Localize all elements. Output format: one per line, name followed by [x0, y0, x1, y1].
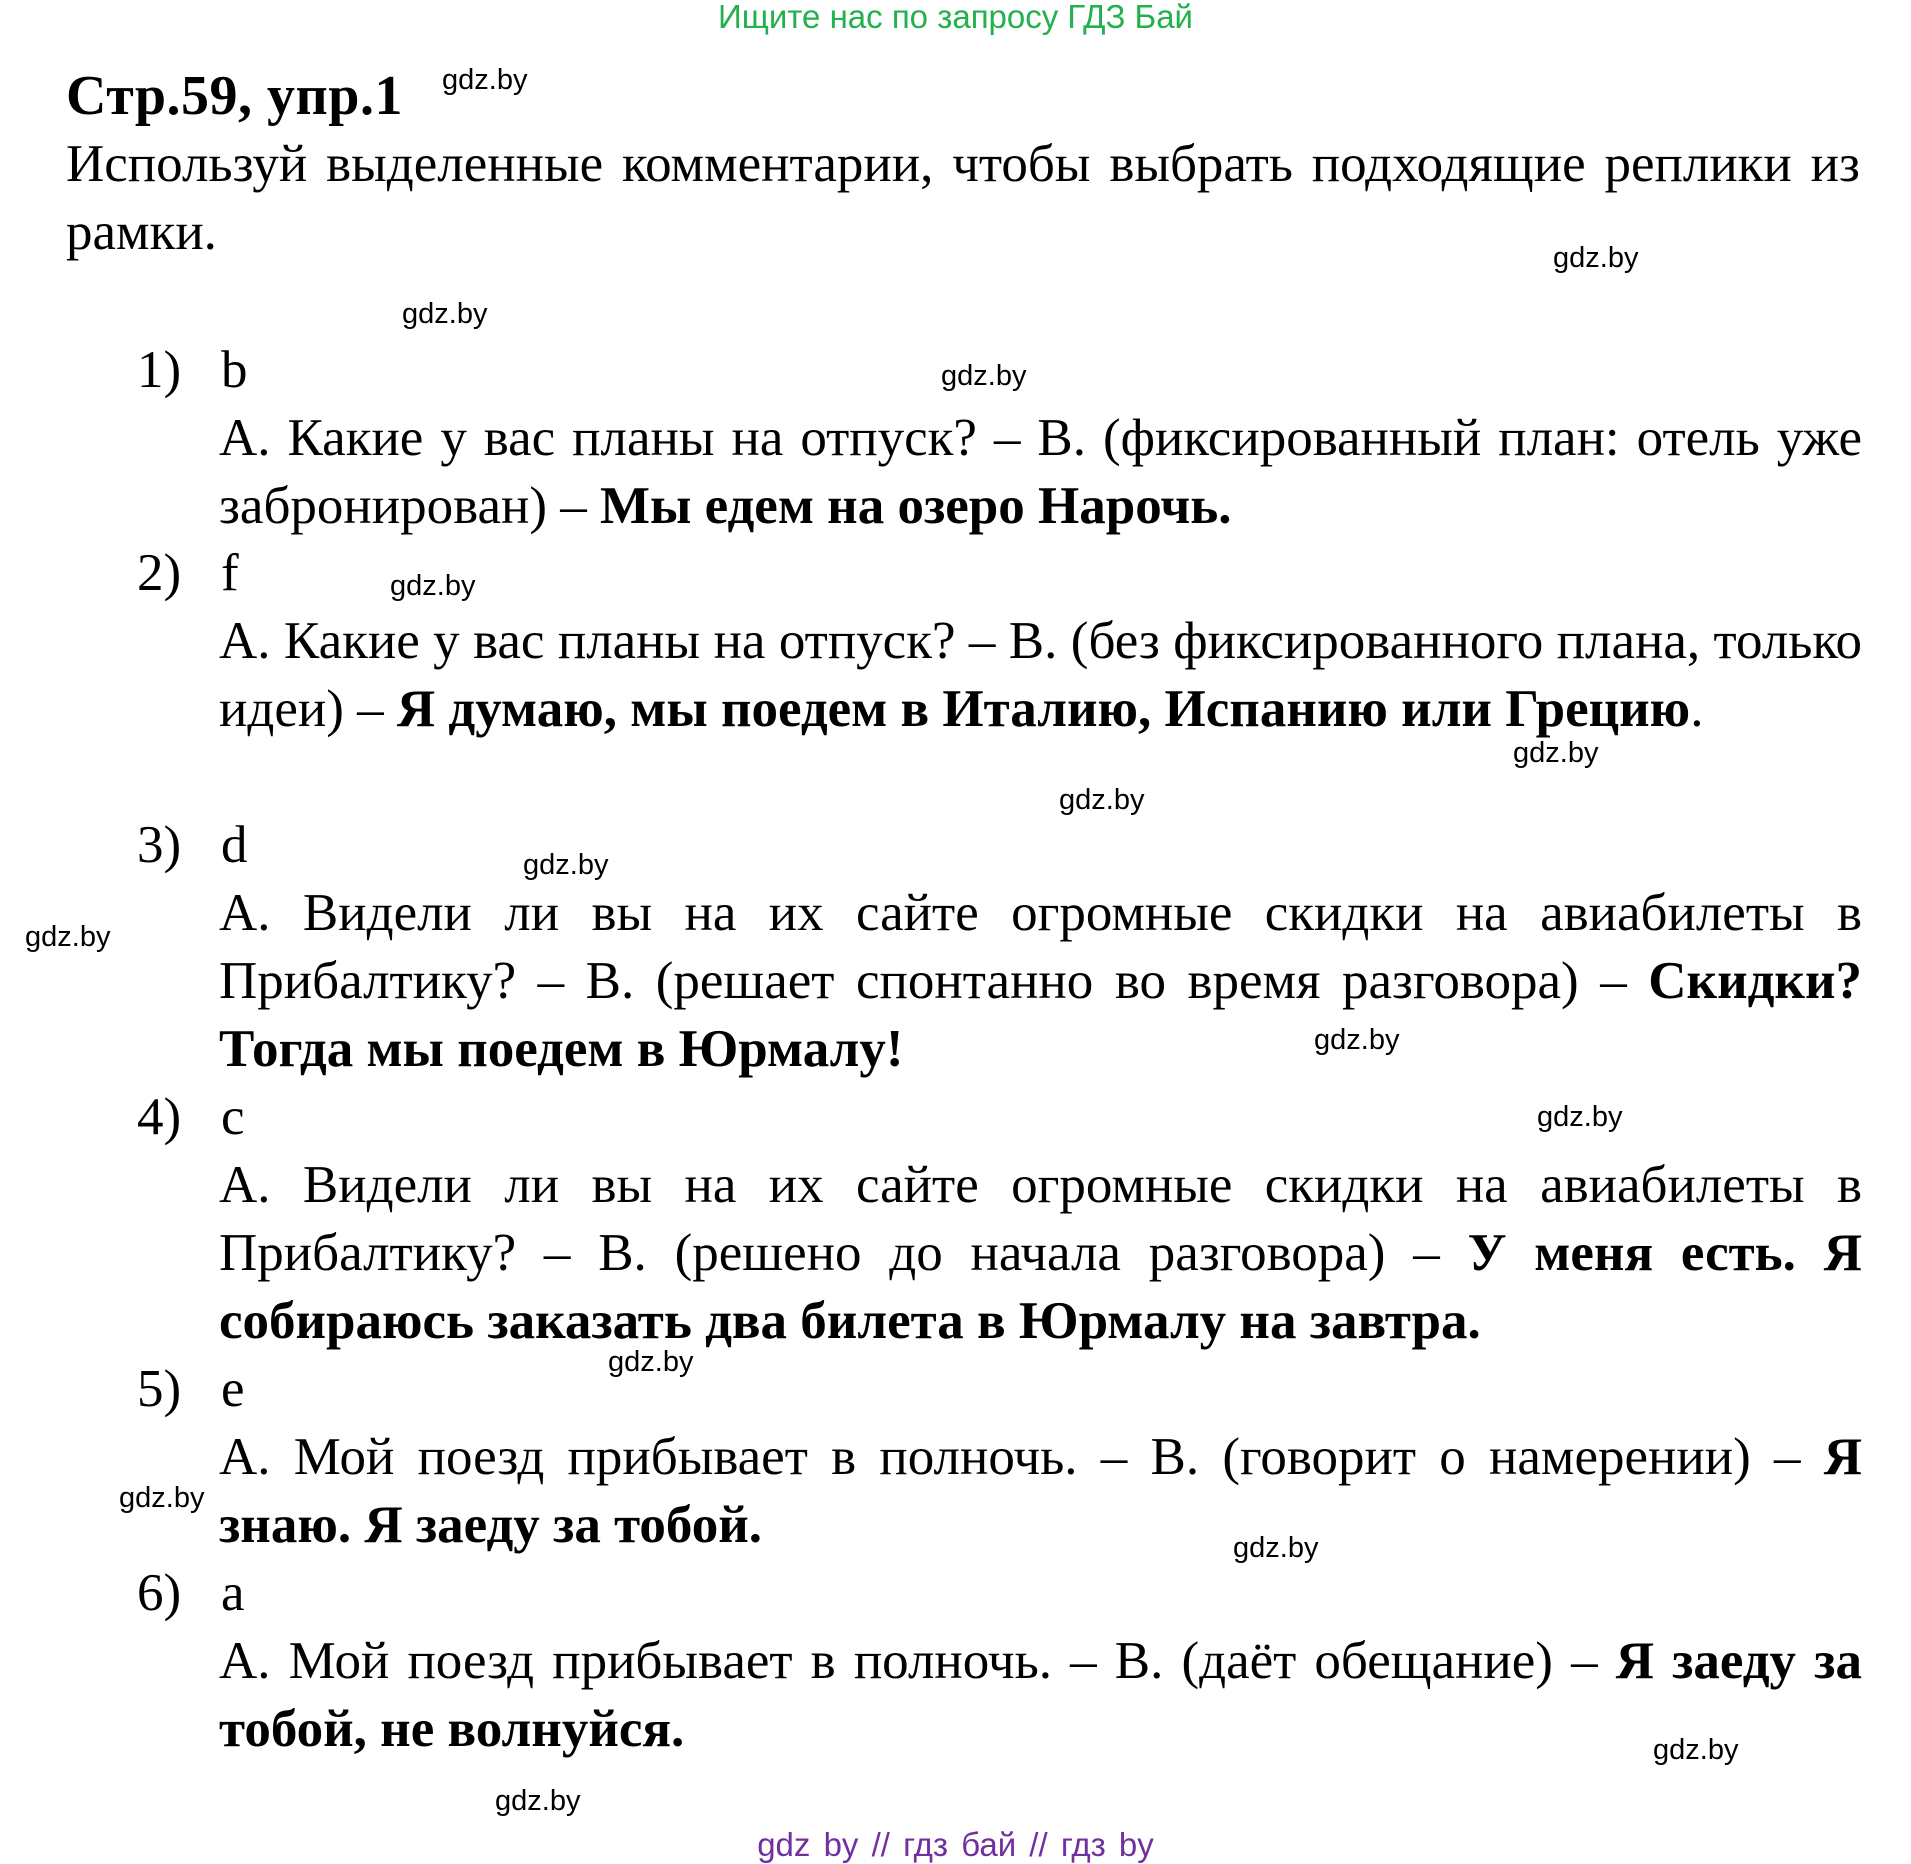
- item-number: 5): [137, 1360, 182, 1418]
- dialogue-answer: Мы едем на озеро Нарочь.: [600, 477, 1232, 535]
- watermark: gdz.by: [1537, 1101, 1623, 1133]
- watermark: gdz.by: [1513, 737, 1599, 769]
- watermark: gdz.by: [523, 849, 609, 881]
- item-dialogue: [219, 1151, 1862, 1355]
- watermark: gdz.by: [941, 360, 1027, 392]
- item-dialogue: [219, 879, 1862, 1083]
- watermark: gdz.by: [402, 298, 488, 330]
- dialogue-answer: Скидки? Тогда мы поедем в Юрмалу!: [219, 952, 1862, 1078]
- item-number: 3): [137, 816, 182, 874]
- dialogue-answer: У меня есть. Я собираюсь заказать два билета в Юрмалу на завтра.: [219, 1224, 1863, 1350]
- watermark: gdz.by: [495, 1785, 581, 1817]
- item-dialogue: [219, 1627, 1862, 1763]
- item-number: 2): [137, 544, 182, 602]
- watermark: gdz.by: [119, 1482, 205, 1514]
- watermark: gdz.by: [25, 921, 111, 953]
- item-answer-letter: f: [221, 544, 239, 602]
- watermark: gdz.by: [608, 1346, 694, 1378]
- item-dialogue: [219, 1423, 1862, 1559]
- item-dialogue: [219, 607, 1862, 743]
- item-answer-letter: e: [221, 1360, 245, 1418]
- watermark: gdz.by: [1059, 784, 1145, 816]
- item-number: 6): [137, 1564, 182, 1622]
- dialogue-answer: Я заеду за тобой, не волнуйся.: [219, 1632, 1862, 1758]
- watermark: gdz.by: [442, 64, 528, 96]
- answer-item-3: [137, 811, 1862, 1083]
- dialogue-answer: Я знаю. Я заеду за тобой.: [219, 1428, 1862, 1554]
- watermark: gdz.by: [1314, 1024, 1400, 1056]
- exercise-title: Стр.59, упр.1: [66, 65, 403, 127]
- top-banner: Ищите нас по запросу ГДЗ Бай: [718, 0, 1193, 35]
- exercise-instruction: Используй выделенные комментарии, чтобы выбрать подходящие реплики из рамки.: [66, 135, 1860, 261]
- answer-item-5: [137, 1355, 1862, 1559]
- dialogue-text: А. Какие у вас планы на отпуск? – В. (без фиксированного плана, только идеи) –: [219, 612, 1862, 738]
- watermark: gdz.by: [390, 570, 476, 602]
- watermark: gdz.by: [1553, 242, 1639, 274]
- dialogue-text: А. Видели ли вы на их сайте огромные скидки на авиабилеты в Прибалтику? – В. (решает спонтанно во время разговора) –: [219, 884, 1862, 1010]
- item-answer-letter: a: [221, 1564, 245, 1622]
- dialogue-text: А. Мой поезд прибывает в полночь. – В. (говорит о намерении) –: [219, 1428, 1824, 1486]
- dialogue-text: А. Какие у вас планы на отпуск? – В. (фиксированный план: отель уже забронирован) –: [219, 409, 1862, 535]
- watermark: gdz.by: [1233, 1532, 1319, 1564]
- dialogue-suffix: .: [1690, 680, 1704, 738]
- dialogue-text: А. Мой поезд прибывает в полночь. – В. (даёт обещание) –: [219, 1632, 1616, 1690]
- answer-item-6: [137, 1559, 1862, 1763]
- item-number: 4): [137, 1088, 182, 1146]
- item-answer-letter: c: [221, 1088, 245, 1146]
- dialogue-answer: Я думаю, мы поедем в Италию, Испанию или Грецию: [396, 680, 1691, 738]
- item-number: 1): [137, 341, 182, 399]
- footer-watermark: gdz by // гдз бай // гдз by: [757, 1826, 1154, 1863]
- watermark: gdz.by: [1653, 1734, 1739, 1766]
- item-dialogue: [219, 404, 1862, 540]
- item-answer-letter: d: [221, 816, 248, 874]
- item-answer-letter: b: [221, 341, 248, 399]
- dialogue-text: А. Видели ли вы на их сайте огромные скидки на авиабилеты в Прибалтику? – В. (решено до начала разговора) –: [219, 1156, 1862, 1282]
